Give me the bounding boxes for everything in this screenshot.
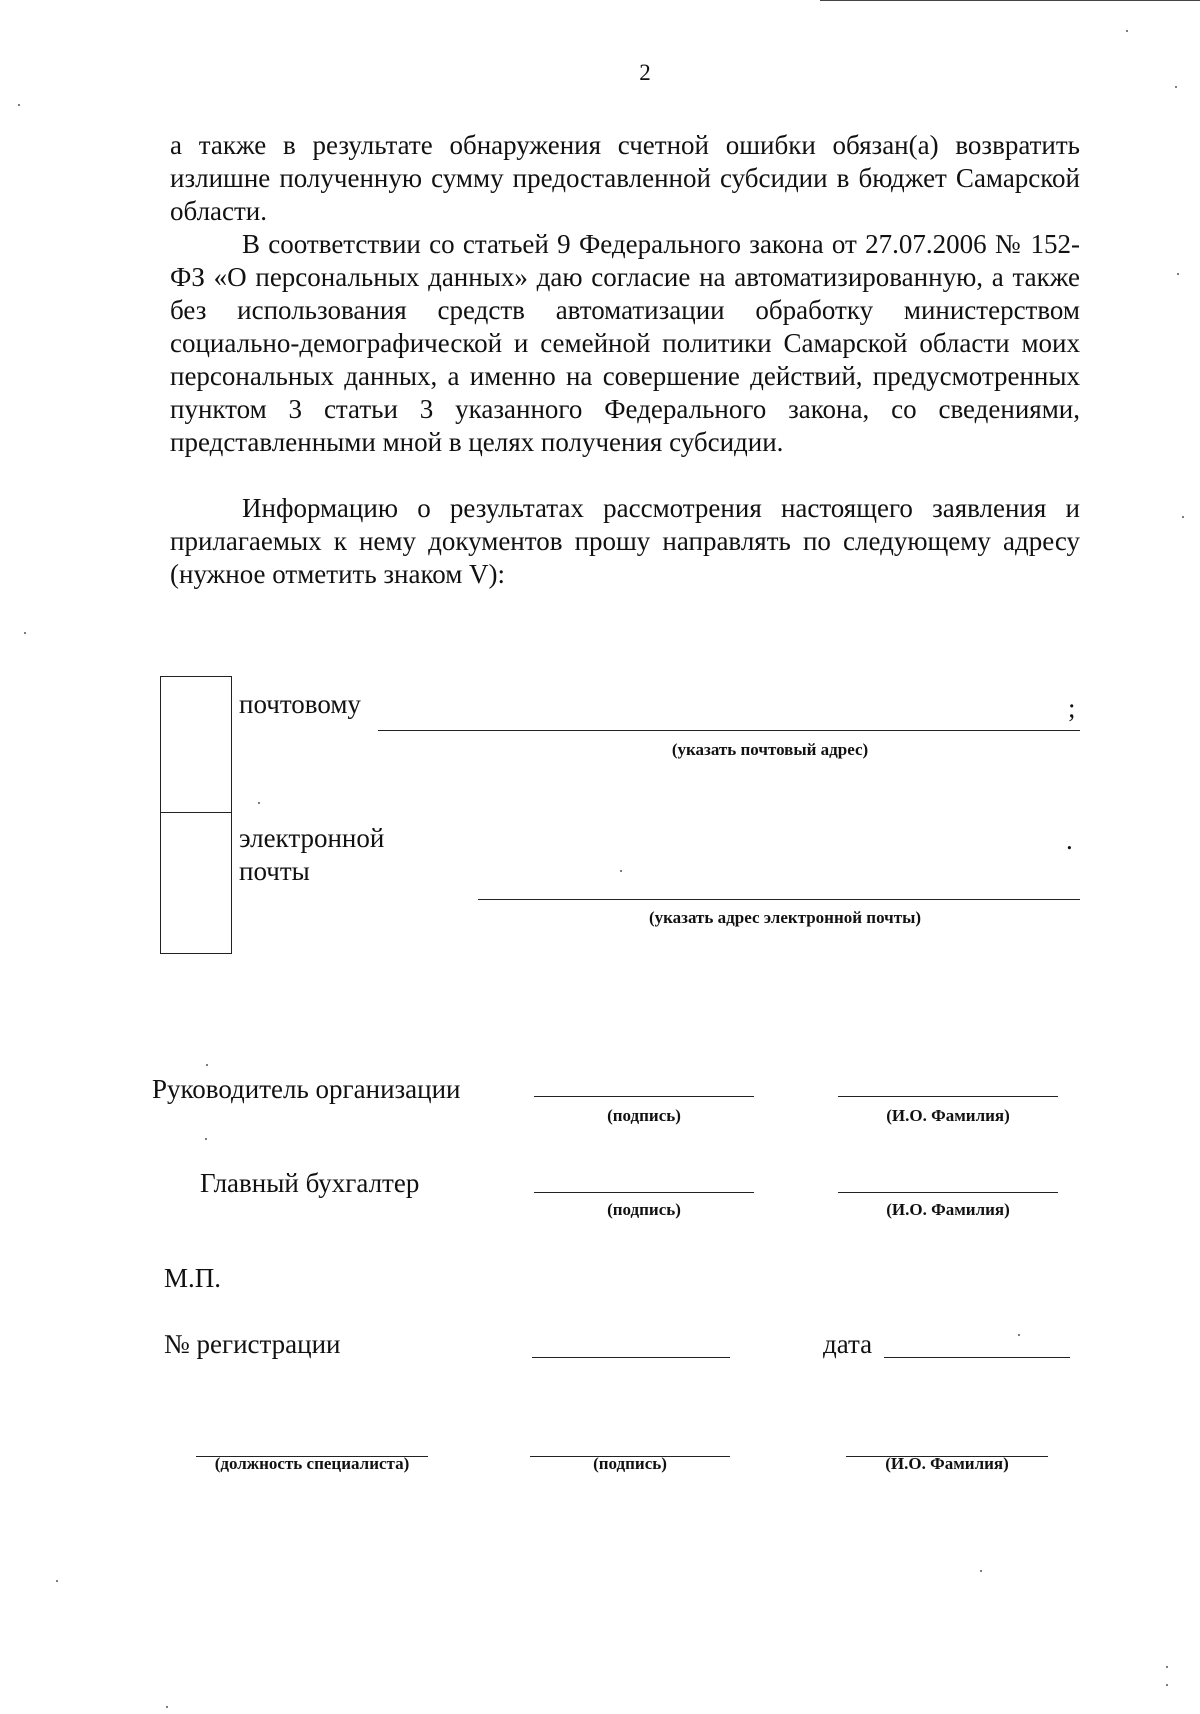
registration-number-line[interactable] (532, 1357, 730, 1358)
paragraph-refund-text: а также в результате обнаружения счетной ошибки обязан(а) возвратить излишне полученную сумму предоставленной субсидии в бюджет Самарской области. (170, 130, 1080, 226)
email-address-line[interactable] (478, 899, 1080, 900)
specialist-position-caption: (должность специалиста) (214, 1454, 410, 1473)
scan-speck (166, 1706, 168, 1708)
page-number: 2 (639, 60, 651, 85)
accountant-name-caption: (И.О. Фамилия) (886, 1200, 1010, 1219)
head-label: Руководитель организации (152, 1074, 461, 1104)
scan-speck (1177, 273, 1179, 275)
scan-speck (1126, 30, 1128, 32)
head-name-line[interactable] (838, 1096, 1058, 1097)
accountant-signature-line[interactable] (534, 1192, 754, 1193)
registration-number-label: № регистрации (164, 1329, 341, 1359)
email-label-line2: почты (239, 856, 310, 886)
postal-address-caption: (указать почтовый адрес) (671, 740, 869, 759)
accountant-signature-caption: (подпись) (607, 1200, 681, 1219)
scan-speck (1166, 1684, 1168, 1686)
head-signature-line[interactable] (534, 1096, 754, 1097)
paragraph-refund (170, 129, 1080, 228)
scan-speck (206, 1064, 208, 1066)
email-terminator: . (1066, 825, 1073, 855)
scan-speck (56, 1580, 58, 1582)
scan-speck (1166, 1666, 1168, 1668)
paragraph-consent-text: В соответствии со статьей 9 Федерального закона от 27.07.2006 № 152-ФЗ «О персональных данных» даю согласие на автоматизированную, а также без использования средств автоматизации обработку министерством социально-демографической и семейной политики Самарской области моих персональных данных, а именно на совершение действий, предусмотренных пунктом 3 статьи 3 указанного Федерального закона, со сведениями, представленными мной в целях получения субсидии. (170, 229, 1080, 457)
scan-speck (620, 870, 622, 872)
postal-terminator: ; (1068, 693, 1076, 723)
email-label-line1: электронной (239, 823, 385, 853)
head-name-caption: (И.О. Фамилия) (886, 1106, 1010, 1125)
email-address-caption: (указать адрес электронной почты) (648, 908, 922, 927)
paragraph-delivery (170, 492, 1080, 591)
paragraph-consent (170, 228, 1080, 459)
scan-speck (1182, 516, 1184, 518)
paragraph-delivery-text: Информацию о результатах рассмотрения настоящего заявления и прилагаемых к нему документов прошу направлять по следующему адресу (нужное отметить знаком V): (170, 493, 1080, 589)
top-edge-line (820, 0, 1200, 1)
accountant-name-line[interactable] (838, 1192, 1058, 1193)
stamp-label: М.П. (164, 1263, 222, 1293)
accountant-label: Главный бухгалтер (200, 1168, 420, 1198)
scan-speck (1018, 1334, 1020, 1336)
scan-speck (18, 104, 20, 106)
specialist-signature-caption: (подпись) (593, 1454, 667, 1473)
scan-speck (1175, 86, 1177, 88)
postal-label: почтовому (239, 689, 361, 719)
scan-speck (24, 632, 26, 634)
postal-checkbox[interactable] (160, 676, 232, 813)
specialist-name-caption: (И.О. Фамилия) (885, 1454, 1009, 1473)
scan-speck (205, 1138, 207, 1140)
scan-speck (258, 802, 260, 804)
head-signature-caption: (подпись) (607, 1106, 681, 1125)
scan-speck (980, 1570, 982, 1572)
registration-date-label: дата (823, 1329, 873, 1359)
registration-date-line[interactable] (884, 1357, 1070, 1358)
email-checkbox[interactable] (160, 812, 232, 954)
postal-address-line[interactable] (378, 730, 1080, 731)
